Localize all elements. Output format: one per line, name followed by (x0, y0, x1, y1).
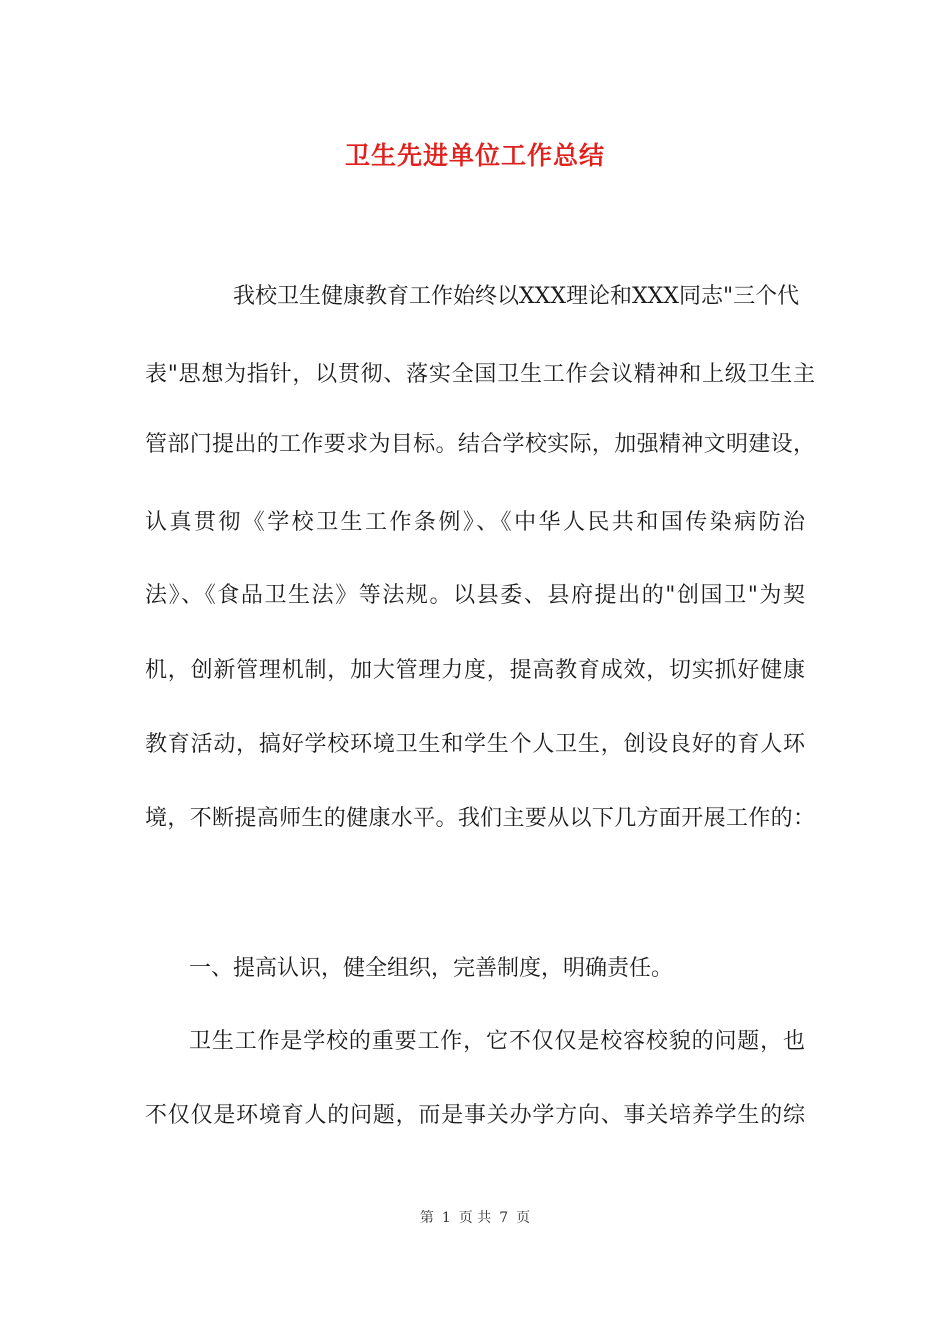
paragraph-line: 卫生工作是学校的重要工作，它不仅仅是校容校貌的问题，也 (189, 1029, 805, 1054)
page-footer (0, 1207, 950, 1227)
section-heading: 一、提高认识，健全组织，完善制度，明确责任。 (189, 956, 674, 981)
document-title: 卫生先进单位工作总结 (344, 141, 605, 170)
paragraph-line: 境，不断提高师生的健康水平。我们主要从以下几方面开展工作的： (145, 806, 815, 831)
paragraph-line: 不仅仅是环境育人的问题，而是事关办学方向、事关培养学生的综 (145, 1103, 805, 1128)
paragraph-line: 表"思想为指针，以贯彻、落实全国卫生工作会议精神和上级卫生主 (145, 362, 815, 387)
paragraph-line: 机，创新管理机制，加大管理力度，提高教育成效，切实抓好健康 (145, 658, 805, 683)
footer-prefix: 第 (419, 1210, 434, 1226)
paragraph-line: 法》、《食品卫生法》等法规。以县委、县府提出的"创国卫"为契 (145, 583, 805, 608)
paragraph-line: 教育活动，搞好学校环境卫生和学生个人卫生，创设良好的育人环 (145, 732, 805, 757)
footer-suffix: 页 (516, 1210, 531, 1226)
footer-total-pages: 7 (499, 1210, 509, 1226)
paragraph-line: 我校卫生健康教育工作始终以XXX理论和XXX同志"三个代 (233, 284, 800, 309)
footer-current-page: 1 (441, 1210, 451, 1226)
paragraph-line: 认真贯彻《学校卫生工作条例》、《中华人民共和国传染病防治 (145, 510, 805, 535)
footer-middle: 页 共 (458, 1210, 492, 1226)
paragraph-line: 管部门提出的工作要求为目标。结合学校实际，加强精神文明建设， (145, 432, 815, 457)
